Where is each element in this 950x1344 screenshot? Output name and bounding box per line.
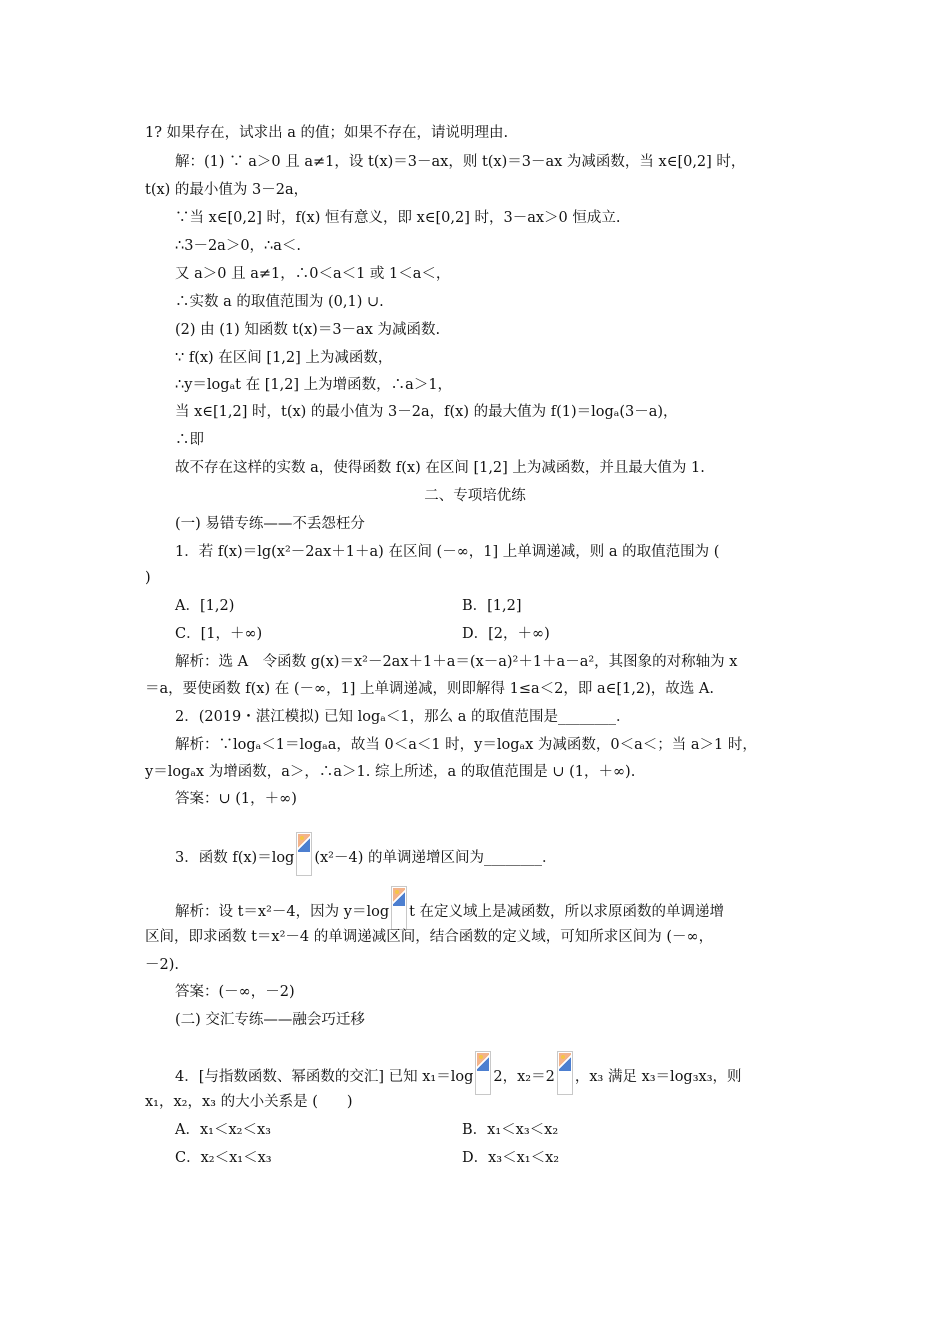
broken-image-icon (391, 886, 407, 930)
option-d: D．x₃＜x₁＜x₂ (462, 1150, 560, 1166)
option-b: B．x₁＜x₃＜x₂ (462, 1122, 559, 1138)
text-line: －2). (145, 957, 179, 973)
broken-image-icon (557, 1051, 573, 1095)
text-line: ∴3－2a＞0，∴a＜. (175, 238, 302, 254)
subsection-heading: (二) 交汇专练——融会巧迁移 (175, 1012, 365, 1028)
subsection-heading: (一) 易错专练——不丢怨枉分 (175, 516, 365, 532)
option-c: C．x₂＜x₁＜x₃ (175, 1150, 272, 1166)
text-segment: 3．函数 f(x)＝log (175, 850, 295, 866)
text-segment: t 在定义域上是减函数，所以求原函数的单调递增 (409, 904, 725, 920)
solution-line: 解：(1) ∵ a＞0 且 a≠1，设 t(x)＝3－ax，则 t(x)＝3－ax 为减函数，当 x∈[0,2] 时， (175, 154, 746, 170)
option-a: A．x₁＜x₂＜x₃ (175, 1122, 271, 1138)
text-line: (2) 由 (1) 知函数 t(x)＝3－ax 为减函数. (175, 322, 441, 338)
answer-line: 答案：(－∞，－2) (175, 984, 295, 1000)
section-heading: 二、专项培优练 (424, 488, 526, 504)
option-c: C．[1，＋∞) (175, 626, 263, 642)
text-line: ) (145, 570, 151, 586)
question-2: 2．(2019・湛江模拟) 已知 logₐ＜1，那么 a 的取值范围是________． (175, 709, 631, 725)
question-1: 1．若 f(x)＝lg(x²－2ax＋1＋a) 在区间 (－∞，1] 上单调递减，则 a 的取值范围为 ( (175, 544, 720, 560)
text-line: ∴即 (175, 432, 204, 448)
text-segment: (x²－4) 的单调递增区间为________． (314, 850, 557, 866)
text-line: x₁，x₂，x₃ 的大小关系是 ( ) (145, 1094, 353, 1110)
option-a: A．[1,2) (175, 598, 235, 614)
text-line: 故不存在这样的实数 a，使得函数 f(x) 在区间 [1,2] 上为减函数，并且最大值为 1. (175, 460, 705, 476)
text-segment: 2，x₂＝2 (493, 1069, 555, 1085)
text-line: 又 a＞0 且 a≠1，∴0＜a＜1 或 1＜a＜， (175, 266, 451, 282)
text-segment: ，x₃ 满足 x₃＝log₃x₃，则 (574, 1069, 742, 1085)
text-line: ∴实数 a 的取值范围为 (0,1) ∪. (175, 294, 384, 310)
text-line: ＝a，要使函数 f(x) 在 (－∞，1] 上单调递减，则即解得 1≤a＜2，即 a∈[1,2)，故选 A. (145, 681, 714, 697)
option-d: D．[2，＋∞) (462, 626, 550, 642)
text-segment: 解析：设 t＝x²－4，因为 y＝log (175, 904, 390, 920)
text-line: 区间，即求函数 t＝x²－4 的单调递减区间，结合函数的定义域，可知所求区间为 (－∞， (145, 929, 714, 945)
broken-image-icon (296, 832, 312, 876)
option-b: B．[1,2] (462, 598, 522, 614)
text-line: 1? 如果存在，试求出 a 的值；如果不存在，请说明理由. (145, 125, 509, 141)
text-line: 当 x∈[1,2] 时，t(x) 的最小值为 3－2a，f(x) 的最大值为 f(1)＝logₐ(3－a)， (175, 404, 678, 420)
text-segment: 4．[与指数函数、幂函数的交汇] 已知 x₁＝log (175, 1069, 474, 1085)
question-4 (175, 1051, 742, 1085)
analysis-line: 解析：选 A 令函数 g(x)＝x²－2ax＋1＋a＝(x－a)²＋1＋a－a²，其图象的对称轴为 x (175, 654, 738, 670)
analysis-line (175, 886, 725, 920)
broken-image-icon (475, 1051, 491, 1095)
analysis-line: 解析：∵logₐ＜1＝logₐa，故当 0＜a＜1 时，y＝logₐx 为减函数，0＜a＜；当 a＞1 时， (175, 737, 757, 753)
text-line: ∵ f(x) 在区间 [1,2] 上为减函数， (175, 350, 393, 366)
question-3 (175, 832, 557, 866)
text-line: y＝logₐx 为增函数，a＞，∴a＞1. 综上所述，a 的取值范围是 ∪ (1，＋∞). (145, 764, 636, 780)
answer-line: 答案：∪ (1，＋∞) (175, 791, 297, 807)
text-line: t(x) 的最小值为 3－2a， (145, 182, 309, 198)
text-line: ∴y＝logₐt 在 [1,2] 上为增函数，∴a＞1， (175, 377, 453, 393)
text-line: ∵当 x∈[0,2] 时，f(x) 恒有意义，即 x∈[0,2] 时，3－ax＞0 恒成立. (175, 210, 621, 226)
